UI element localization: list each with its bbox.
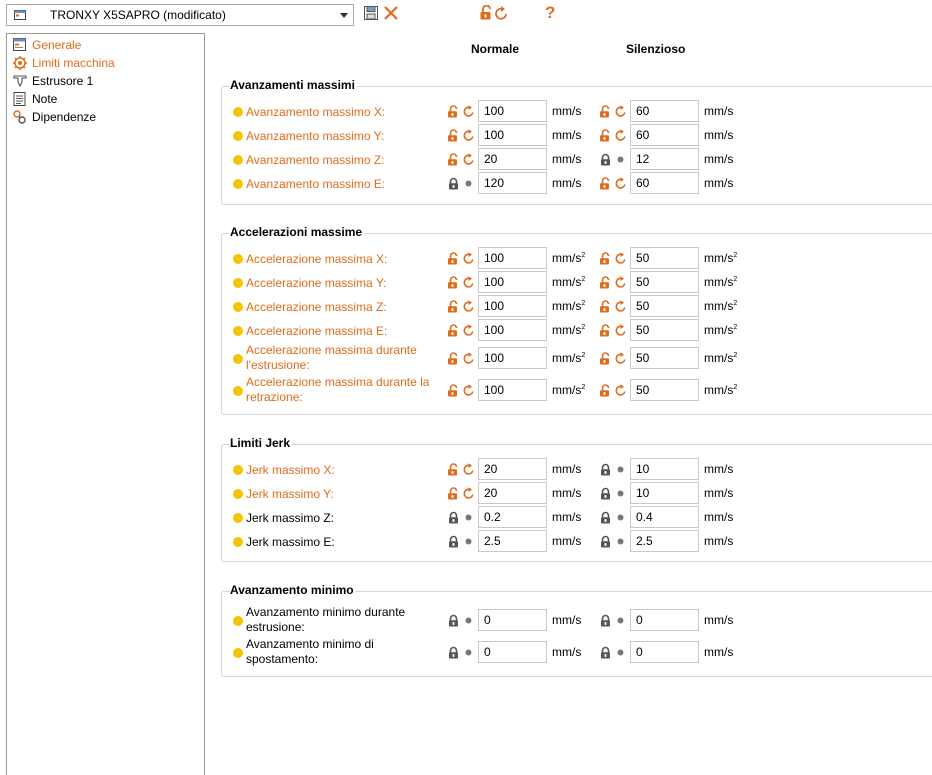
silent-value-field[interactable]: 0 xyxy=(630,609,699,631)
setting-label: Accelerazione massima E: xyxy=(246,324,388,338)
unit-label: mm/s xyxy=(704,128,734,142)
setting-label: Avanzamento minimo di spostamento: xyxy=(246,637,374,666)
normal-locked-icon[interactable] xyxy=(447,614,460,627)
help-icon[interactable]: ? xyxy=(545,3,556,22)
setting-label: Avanzamento massimo E: xyxy=(246,177,386,191)
unit-label: mm/s xyxy=(704,104,734,118)
setting-row xyxy=(206,317,932,343)
normal-unlocked-icon[interactable] xyxy=(447,153,460,166)
sidebar-item-label: Dipendenze xyxy=(32,110,97,124)
silent-system-dot-icon xyxy=(614,511,627,524)
unit-label: mm/s xyxy=(704,152,734,166)
silent-reset-icon[interactable] xyxy=(614,252,627,265)
setting-row xyxy=(206,269,932,295)
status-dot xyxy=(233,107,243,117)
sidebar-item-label: Generale xyxy=(32,38,82,52)
normal-value-field[interactable]: 100 xyxy=(478,271,547,293)
unit-label: mm/s xyxy=(704,534,734,548)
status-dot xyxy=(233,465,243,475)
unit-label: mm/s xyxy=(704,486,734,500)
setting-row xyxy=(206,170,932,196)
normal-reset-icon[interactable] xyxy=(462,352,475,365)
unit-label: mm/s xyxy=(552,486,582,500)
setting-label: Accelerazione massima durante l'estrusione: xyxy=(246,343,417,372)
settings-panel xyxy=(206,33,932,775)
normal-value-field[interactable]: 20 xyxy=(478,482,547,504)
silent-value-field[interactable]: 2.5 xyxy=(630,530,699,552)
silent-value-field[interactable]: 50 xyxy=(630,247,699,269)
printer-settings-icon xyxy=(13,38,26,51)
setting-row xyxy=(206,345,932,371)
unit-label: mm/s xyxy=(552,613,582,627)
normal-reset-icon[interactable] xyxy=(462,324,475,337)
normal-unlocked-icon[interactable] xyxy=(447,352,460,365)
silent-reset-icon[interactable] xyxy=(614,352,627,365)
normal-reset-icon[interactable] xyxy=(462,487,475,500)
normal-unlocked-icon[interactable] xyxy=(447,300,460,313)
setting-label: Avanzamento minimo durante estrusione: xyxy=(246,605,406,634)
unit-label: $mm/s^2$ xyxy=(704,275,738,289)
setting-row xyxy=(206,146,932,172)
normal-value-field[interactable]: 100 xyxy=(478,379,547,401)
silent-reset-icon[interactable] xyxy=(614,177,627,190)
column-header-normale: Normale xyxy=(471,42,520,56)
normal-unlocked-icon[interactable] xyxy=(447,276,460,289)
silent-reset-icon[interactable] xyxy=(614,105,627,118)
silent-unlocked-icon[interactable] xyxy=(599,352,612,365)
setting-label: Accelerazione massima Z: xyxy=(246,300,387,314)
gear-icon xyxy=(13,56,27,70)
silent-unlocked-icon[interactable] xyxy=(599,276,612,289)
normal-reset-icon[interactable] xyxy=(462,276,475,289)
unit-label: mm/s xyxy=(704,613,734,627)
normal-value-field[interactable]: 100 xyxy=(478,247,547,269)
delete-icon[interactable] xyxy=(383,5,399,21)
unit-label: mm/s xyxy=(552,645,582,659)
unit-label: mm/s xyxy=(552,104,582,118)
setting-row xyxy=(206,98,932,124)
silent-unlocked-icon[interactable] xyxy=(599,105,612,118)
silent-unlocked-icon[interactable] xyxy=(599,177,612,190)
silent-value-field[interactable]: 12 xyxy=(630,148,699,170)
normal-locked-icon[interactable] xyxy=(447,177,460,190)
normal-system-dot-icon xyxy=(462,511,475,524)
normal-reset-icon[interactable] xyxy=(462,252,475,265)
normal-reset-icon[interactable] xyxy=(462,300,475,313)
setting-label: Accelerazione massima X: xyxy=(246,252,388,266)
unit-label: mm/s xyxy=(552,510,582,524)
normal-reset-icon[interactable] xyxy=(462,153,475,166)
unit-label: $mm/s^2$ xyxy=(704,299,738,313)
setting-row xyxy=(206,607,932,633)
sidebar-item-label: Note xyxy=(32,92,58,106)
unit-label: mm/s xyxy=(704,645,734,659)
status-dot xyxy=(233,131,243,141)
status-dot xyxy=(233,278,243,288)
unit-label: $mm/s^2$ xyxy=(704,383,738,397)
setting-row xyxy=(206,504,932,530)
silent-value-field[interactable]: 50 xyxy=(630,347,699,369)
setting-label: Avanzamento massimo X: xyxy=(246,105,386,119)
normal-unlocked-icon[interactable] xyxy=(447,252,460,265)
setting-row xyxy=(206,456,932,482)
silent-system-dot-icon xyxy=(614,463,627,476)
status-dot xyxy=(233,179,243,189)
silent-locked-icon[interactable] xyxy=(599,535,612,548)
silent-system-dot-icon xyxy=(614,153,627,166)
silent-value-field[interactable]: 50 xyxy=(630,319,699,341)
sidebar-item-generale[interactable] xyxy=(11,36,201,54)
unit-label: $mm/s^2$ xyxy=(704,251,738,265)
silent-value-field[interactable]: 50 xyxy=(630,271,699,293)
silent-unlocked-icon[interactable] xyxy=(599,300,612,313)
silent-system-dot-icon xyxy=(614,614,627,627)
silent-locked-icon[interactable] xyxy=(599,487,612,500)
sidebar-item-estrusore-1[interactable] xyxy=(11,72,201,90)
normal-reset-icon[interactable] xyxy=(462,384,475,397)
silent-system-dot-icon xyxy=(614,535,627,548)
normal-reset-icon[interactable] xyxy=(462,463,475,476)
unit-label: mm/s xyxy=(704,510,734,524)
setting-label: Avanzamento massimo Y: xyxy=(246,129,385,143)
normal-value-field[interactable]: 2.5 xyxy=(478,530,547,552)
setting-row xyxy=(206,245,932,271)
unit-label: mm/s xyxy=(704,176,734,190)
silent-reset-icon[interactable] xyxy=(614,300,627,313)
normal-unlocked-icon[interactable] xyxy=(447,487,460,500)
setting-label: Jerk massimo X: xyxy=(246,463,335,477)
preset-select[interactable] xyxy=(6,4,354,26)
normal-reset-icon[interactable] xyxy=(462,129,475,142)
unit-label: $mm/s^2$ xyxy=(552,351,586,365)
normal-value-field[interactable]: 100 xyxy=(478,295,547,317)
unit-label: $mm/s^2$ xyxy=(704,323,738,337)
unit-label: mm/s xyxy=(552,462,582,476)
dropdown-arrow-icon xyxy=(339,8,349,22)
unit-label: mm/s xyxy=(704,462,734,476)
unit-label: $mm/s^2$ xyxy=(552,251,586,265)
setting-label: Avanzamento massimo Z: xyxy=(246,153,385,167)
status-dot xyxy=(233,354,243,364)
normal-value-field[interactable]: 100 xyxy=(478,124,547,146)
normal-unlocked-icon[interactable] xyxy=(447,463,460,476)
silent-value-field[interactable]: 0.4 xyxy=(630,506,699,528)
silent-reset-icon[interactable] xyxy=(614,324,627,337)
printer-icon xyxy=(14,10,26,20)
unit-label: $mm/s^2$ xyxy=(552,323,586,337)
notes-icon xyxy=(13,92,26,106)
silent-locked-icon[interactable] xyxy=(599,463,612,476)
lock-reset-icon[interactable] xyxy=(479,5,511,21)
unit-label: $mm/s^2$ xyxy=(552,275,586,289)
setting-row xyxy=(206,377,932,403)
silent-locked-icon[interactable] xyxy=(599,646,612,659)
silent-value-field[interactable]: 10 xyxy=(630,482,699,504)
group-title: Accelerazioni massime xyxy=(230,225,363,239)
normal-system-dot-icon xyxy=(462,535,475,548)
silent-value-field[interactable]: 50 xyxy=(630,295,699,317)
status-dot xyxy=(233,513,243,523)
status-dot xyxy=(233,254,243,264)
silent-system-dot-icon xyxy=(614,646,627,659)
column-header-silenzioso: Silenzioso xyxy=(626,42,686,56)
unit-label: mm/s xyxy=(552,128,582,142)
silent-reset-icon[interactable] xyxy=(614,276,627,289)
setting-row xyxy=(206,293,932,319)
setting-row xyxy=(206,122,932,148)
normal-system-dot-icon xyxy=(462,614,475,627)
normal-unlocked-icon[interactable] xyxy=(447,324,460,337)
silent-unlocked-icon[interactable] xyxy=(599,324,612,337)
silent-value-field[interactable]: 10 xyxy=(630,458,699,480)
normal-value-field[interactable]: 0 xyxy=(478,609,547,631)
normal-value-field[interactable]: 20 xyxy=(478,458,547,480)
sidebar xyxy=(6,33,205,775)
normal-locked-icon[interactable] xyxy=(447,535,460,548)
sidebar-item-note[interactable] xyxy=(11,90,201,108)
normal-locked-icon[interactable] xyxy=(447,646,460,659)
silent-reset-icon[interactable] xyxy=(614,129,627,142)
normal-value-field[interactable]: 0.2 xyxy=(478,506,547,528)
unit-label: mm/s xyxy=(552,176,582,190)
save-icon[interactable] xyxy=(364,6,378,20)
unit-label: mm/s xyxy=(552,152,582,166)
unit-label: $mm/s^2$ xyxy=(552,299,586,313)
silent-unlocked-icon[interactable] xyxy=(599,252,612,265)
status-dot xyxy=(233,616,243,626)
status-dot xyxy=(233,386,243,396)
silent-unlocked-icon[interactable] xyxy=(599,384,612,397)
silent-value-field[interactable]: 60 xyxy=(630,172,699,194)
silent-locked-icon[interactable] xyxy=(599,614,612,627)
normal-system-dot-icon xyxy=(462,177,475,190)
normal-value-field[interactable]: 100 xyxy=(478,319,547,341)
top-toolbar xyxy=(0,0,932,32)
extruder-icon xyxy=(13,74,27,88)
silent-locked-icon[interactable] xyxy=(599,153,612,166)
normal-value-field[interactable]: 100 xyxy=(478,100,547,122)
normal-value-field[interactable]: 100 xyxy=(478,347,547,369)
silent-locked-icon[interactable] xyxy=(599,511,612,524)
setting-row xyxy=(206,639,932,665)
normal-value-field[interactable]: 0 xyxy=(478,641,547,663)
sidebar-item-label: Estrusore 1 xyxy=(32,74,94,88)
unit-label: $mm/s^2$ xyxy=(704,351,738,365)
silent-unlocked-icon[interactable] xyxy=(599,129,612,142)
normal-unlocked-icon[interactable] xyxy=(447,384,460,397)
setting-label: Jerk massimo E: xyxy=(246,535,335,549)
sidebar-item-limiti-macchina[interactable] xyxy=(11,54,201,72)
silent-value-field[interactable]: 60 xyxy=(630,124,699,146)
unit-label: $mm/s^2$ xyxy=(552,383,586,397)
preset-name: TRONXY X5SAPRO (modificato) xyxy=(50,8,226,22)
setting-row xyxy=(206,528,932,554)
normal-reset-icon[interactable] xyxy=(462,105,475,118)
setting-label: Accelerazione massima Y: xyxy=(246,276,387,290)
status-dot xyxy=(233,302,243,312)
normal-value-field[interactable]: 120 xyxy=(478,172,547,194)
status-dot xyxy=(233,326,243,336)
status-dot xyxy=(233,155,243,165)
setting-label: Jerk massimo Y: xyxy=(246,487,334,501)
unit-label: mm/s xyxy=(552,534,582,548)
status-dot xyxy=(233,537,243,547)
silent-value-field[interactable]: 50 xyxy=(630,379,699,401)
silent-value-field[interactable]: 0 xyxy=(630,641,699,663)
setting-label: Jerk massimo Z: xyxy=(246,511,335,525)
silent-system-dot-icon xyxy=(614,487,627,500)
sidebar-item-dipendenze[interactable] xyxy=(11,108,201,126)
dependencies-icon xyxy=(13,110,27,124)
silent-reset-icon[interactable] xyxy=(614,384,627,397)
silent-value-field[interactable]: 60 xyxy=(630,100,699,122)
normal-system-dot-icon xyxy=(462,646,475,659)
group-title: Avanzamento minimo xyxy=(230,583,354,597)
group-title: Limiti Jerk xyxy=(230,436,291,450)
sidebar-item-label: Limiti macchina xyxy=(32,56,115,70)
normal-unlocked-icon[interactable] xyxy=(447,105,460,118)
group-title: Avanzamenti massimi xyxy=(230,78,355,92)
setting-label: Accelerazione massima durante la retrazione: xyxy=(246,375,430,404)
status-dot xyxy=(233,648,243,658)
normal-unlocked-icon[interactable] xyxy=(447,129,460,142)
normal-locked-icon[interactable] xyxy=(447,511,460,524)
normal-value-field[interactable]: 20 xyxy=(478,148,547,170)
setting-row xyxy=(206,480,932,506)
status-dot xyxy=(233,489,243,499)
